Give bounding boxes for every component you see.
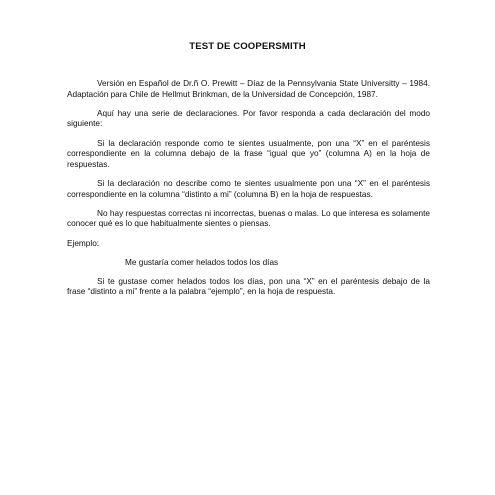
document-title: TEST DE COOPERSMITH [189,41,306,52]
paragraph-version-info: Versión en Español de Dr.ñ O. Prewitt – Díaz de la Pennsylvania State Universitty – 1984. Adaptación para Chile de Hellmut Brinkman, de la Universidad de Concepción, 1987. [67,79,430,99]
document-body [67,79,430,307]
paragraph-instruction-column-b: Si la declaración no describe como te sientes usualmente pon una “X” en el paréntesis correspondiente en la columna “distinto a mi” (columna B) en la hoja de respuestas. [67,178,430,199]
paragraph-instruction-column-a: Si la declaración responde como te sientes usualmente, pon una “X” en el paréntesis correspondiente en la columna debajo de la frase “igual que yo” (columna A) en la hoja de respuestas. [67,138,430,169]
paragraph-example-explanation: Si te gustase comer helados todos los días, pon una “X” en el paréntesis debajo de la frase “distinto a mi” frente a la palabra “ejemplo”, en la hoja de respuesta. [67,276,430,297]
example-heading: Ejemplo: [67,238,100,248]
example-statement: Me gustaría comer helados todos los días [125,257,279,267]
paragraph-introduction: Aquí hay una serie de declaraciones. Por favor responda a cada declaración del modo siguiente: [67,108,430,129]
paragraph-no-right-answers: No hay respuestas correctas ni incorrectas, buenas o malas. Lo que interesa es solamente conocer qué es lo que habitualmente sientes o piensas. [67,208,430,229]
